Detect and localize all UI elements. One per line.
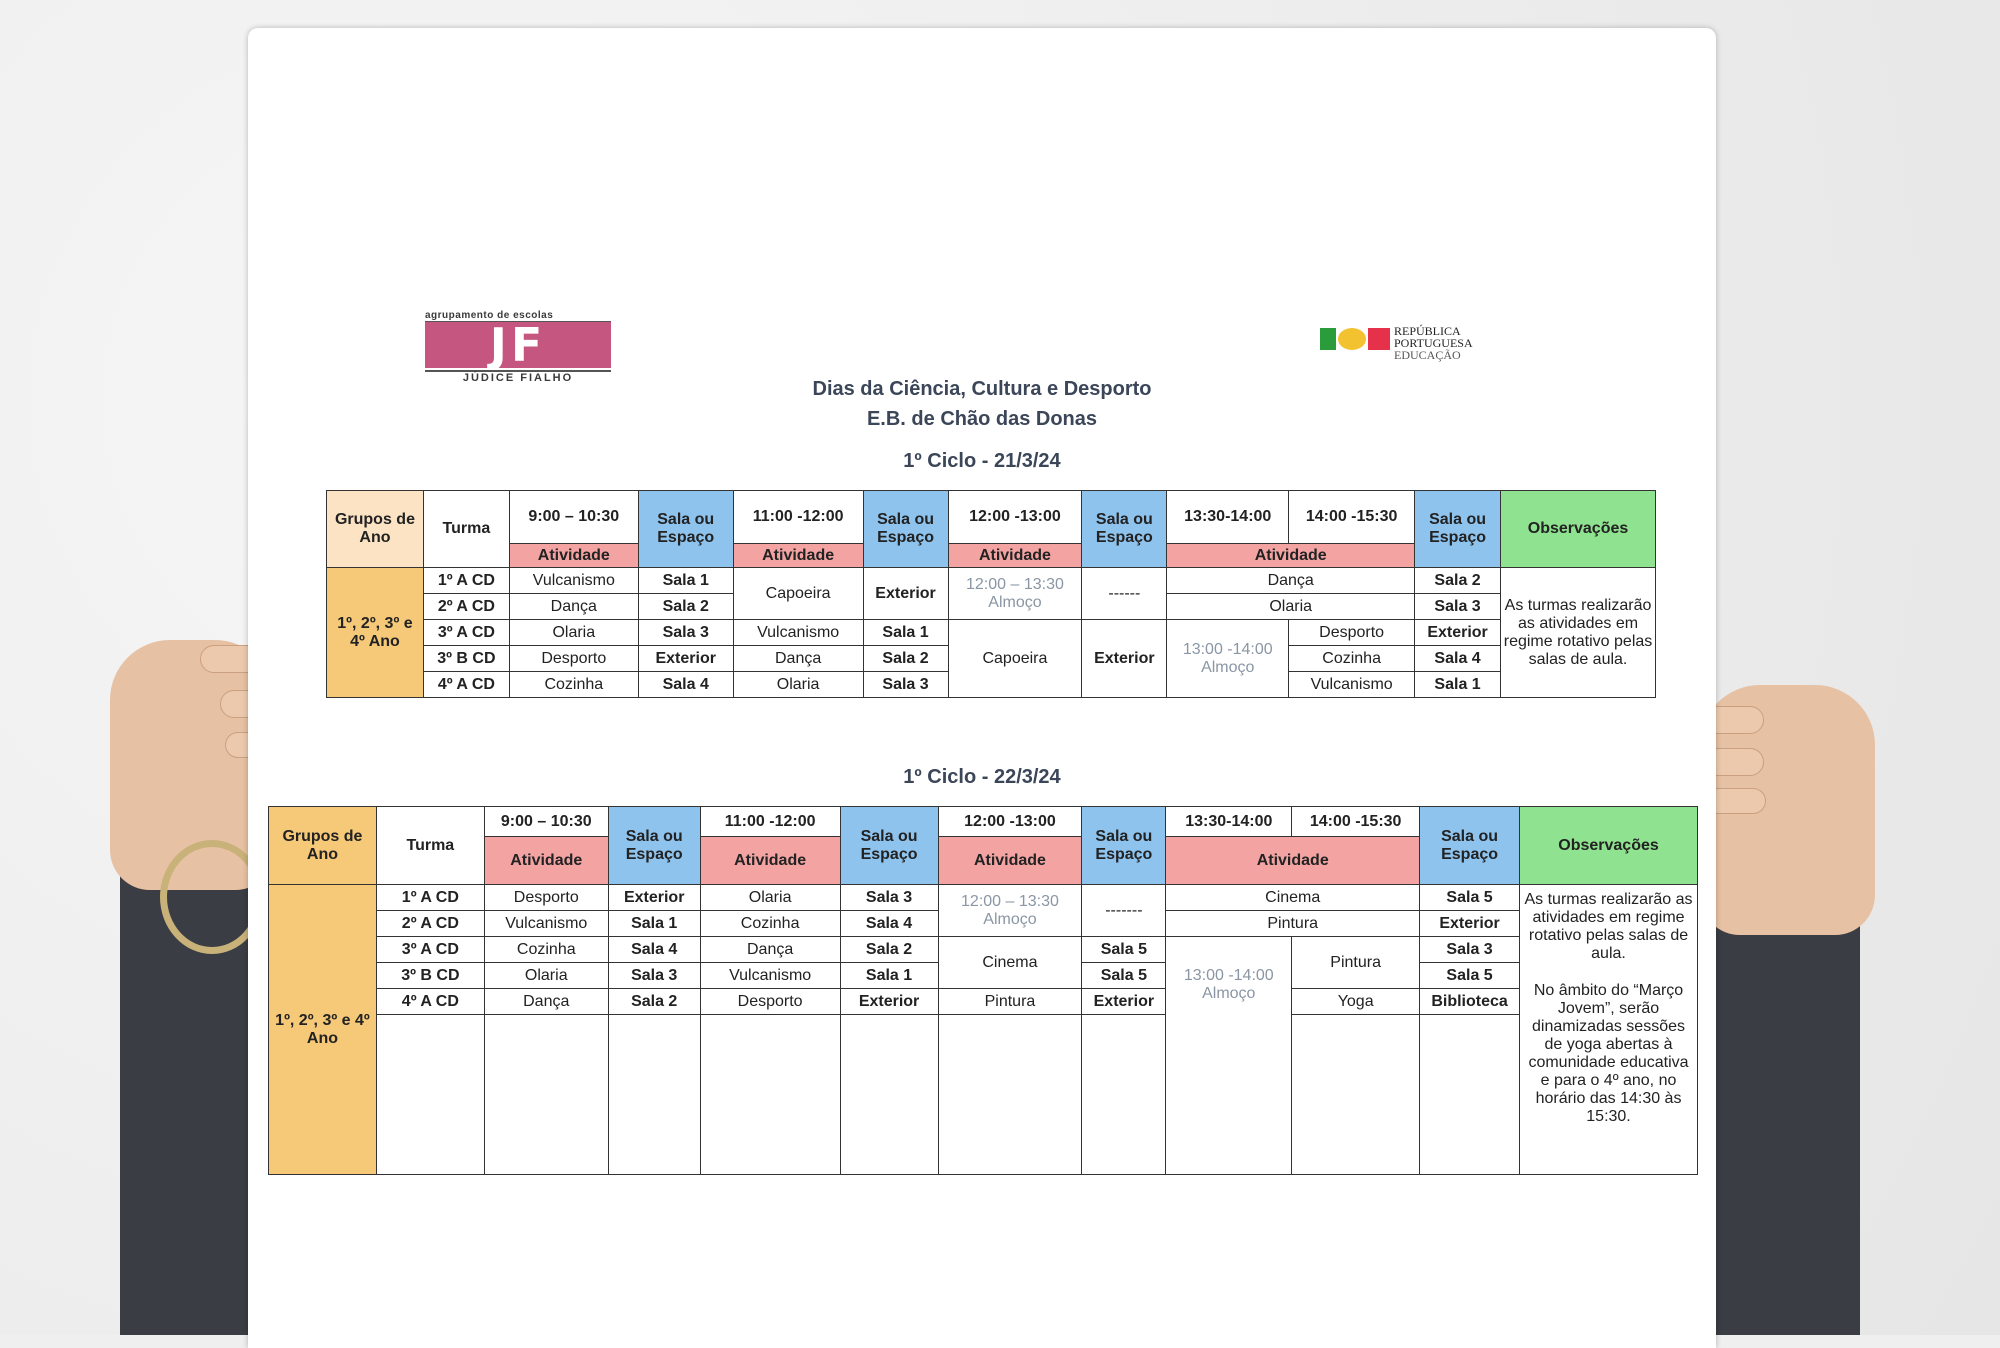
grupo-value: 1º, 2º, 3º e 4º Ano — [327, 568, 424, 698]
lunch-label: Almoço — [1202, 985, 1256, 1002]
activity-cell: Vulcanismo — [700, 963, 840, 989]
sala-cell: Sala 3 — [840, 885, 938, 911]
header-sala-3: Sala ou Espaço — [1082, 491, 1167, 568]
activity-cell: Cinema — [938, 937, 1082, 989]
header-time-3: 12:00 -13:00 — [938, 807, 1082, 837]
sala-cell: Sala 2 — [638, 594, 733, 620]
header-atividade-4: Atividade — [1166, 837, 1420, 885]
activity-cell: Olaria — [700, 885, 840, 911]
sala-cell: Sala 1 — [840, 963, 938, 989]
activity-cell: Dança — [700, 937, 840, 963]
empty-cell — [1292, 1015, 1420, 1175]
schedule-table-day2 — [268, 806, 1698, 1175]
doc-title-line1: Dias da Ciência, Cultura e Desporto — [812, 378, 1152, 400]
lunch-cell — [1166, 937, 1292, 1175]
empty-cell — [700, 1015, 840, 1175]
republic-line1: REPÚBLICA — [1394, 324, 1461, 338]
activity-cell: Yoga — [1292, 989, 1420, 1015]
turma-cell: 4º A CD — [423, 672, 509, 698]
observations-cell: As turmas realizarão as atividades em regime rotativo pelas salas de aula. — [1501, 568, 1656, 698]
header-time-3: 12:00 -13:00 — [948, 491, 1082, 544]
activity-cell: Vulcanismo — [484, 911, 608, 937]
activity-cell: Capoeira — [948, 620, 1082, 698]
header-time-2: 11:00 -12:00 — [733, 491, 863, 544]
header-sala-4: Sala ou Espaço — [1420, 807, 1520, 885]
turma-cell: 2º A CD — [376, 911, 484, 937]
sala-cell: Exterior — [840, 989, 938, 1015]
sala-cell: Sala 2 — [1415, 568, 1501, 594]
activity-cell: Dança — [509, 594, 638, 620]
lunch-cell — [1167, 620, 1289, 698]
turma-cell: 4º A CD — [376, 989, 484, 1015]
activity-cell: Desporto — [700, 989, 840, 1015]
activity-cell: Dança — [1167, 568, 1415, 594]
flag-yellow-icon — [1338, 328, 1366, 350]
sala-cell: Exterior — [1415, 620, 1501, 646]
sala-cell: Sala 3 — [608, 963, 700, 989]
doc-title-line2: E.B. de Chão das Donas — [866, 408, 1098, 430]
lunch-label: Almoço — [988, 593, 1042, 611]
lunch-time: 13:00 -14:00 — [1182, 640, 1273, 658]
activity-cell: Pintura — [1166, 911, 1420, 937]
activity-cell: Pintura — [938, 989, 1082, 1015]
header-atividade-2: Atividade — [700, 837, 840, 885]
logo-top-text: agrupamento de escolas — [425, 310, 611, 323]
activity-cell: Olaria — [1167, 594, 1415, 620]
sala-cell: Exterior — [608, 885, 700, 911]
sala-cell: Sala 5 — [1082, 963, 1166, 989]
sala-cell: Sala 1 — [863, 620, 948, 646]
sala-cell: Biblioteca — [1420, 989, 1520, 1015]
activity-cell: Desporto — [484, 885, 608, 911]
empty-cell — [1420, 1015, 1520, 1175]
header-grupos: Grupos de Ano — [327, 491, 424, 568]
sala-cell: Sala 1 — [608, 911, 700, 937]
lunch-sala-cell: ------- — [1082, 885, 1166, 937]
sala-cell: Exterior — [1082, 620, 1167, 698]
header-turma: Turma — [423, 491, 509, 568]
sala-cell: Sala 5 — [1420, 963, 1520, 989]
header-turma: Turma — [376, 807, 484, 885]
empty-cell — [484, 1015, 608, 1175]
lunch-cell — [938, 885, 1082, 937]
activity-cell: Olaria — [509, 620, 638, 646]
header-sala-2: Sala ou Espaço — [840, 807, 938, 885]
header-grupos: Grupos de Ano — [269, 807, 377, 885]
school-logo — [425, 310, 611, 382]
sala-cell: Sala 3 — [1420, 937, 1520, 963]
schedule-table-day1 — [326, 490, 1656, 698]
activity-cell: Cozinha — [1289, 646, 1415, 672]
turma-cell: 3º B CD — [423, 646, 509, 672]
empty-cell — [1082, 1015, 1166, 1175]
sala-cell: Exterior — [1420, 911, 1520, 937]
sala-cell: Exterior — [638, 646, 733, 672]
sala-cell: Sala 1 — [1415, 672, 1501, 698]
activity-cell: Cozinha — [484, 937, 608, 963]
turma-cell: 3º A CD — [376, 937, 484, 963]
turma-cell: 2º A CD — [423, 594, 509, 620]
logo-mark: JF — [425, 322, 611, 368]
activity-cell: Pintura — [1292, 937, 1420, 989]
republic-logo — [1320, 322, 1500, 362]
sala-cell: Sala 4 — [1415, 646, 1501, 672]
activity-cell: Vulcanismo — [1289, 672, 1415, 698]
sala-cell: Sala 4 — [840, 911, 938, 937]
lunch-cell — [948, 568, 1082, 620]
header-obs: Observações — [1520, 807, 1698, 885]
turma-cell: 3º A CD — [423, 620, 509, 646]
lunch-label: Almoço — [983, 910, 1037, 928]
activity-cell: Desporto — [509, 646, 638, 672]
activity-cell: Olaria — [484, 963, 608, 989]
sala-cell: Sala 5 — [1082, 937, 1166, 963]
empty-cell — [376, 1015, 484, 1175]
day2-heading: 1º Ciclo - 22/3/24 — [903, 766, 1061, 788]
grupo-value: 1º, 2º, 3º e 4º Ano — [269, 885, 377, 1175]
header-sala-2: Sala ou Espaço — [863, 491, 948, 568]
lunch-time: 12:00 – 13:30 — [966, 575, 1064, 593]
obs-paragraph-2: No âmbito do “Março Jovem”, serão dinamizadas sessões de yoga abertas à comunidade educativa e para o 4º ano, no horário das 14:30 às 15:30. — [1528, 982, 1689, 1125]
empty-cell — [840, 1015, 938, 1175]
header-sala-1: Sala ou Espaço — [638, 491, 733, 568]
header-sala-1: Sala ou Espaço — [608, 807, 700, 885]
sala-cell: Sala 5 — [1420, 885, 1520, 911]
header-time-1: 9:00 – 10:30 — [484, 807, 608, 837]
header-atividade-1: Atividade — [484, 837, 608, 885]
sala-cell: Sala 2 — [608, 989, 700, 1015]
activity-cell: Cinema — [1166, 885, 1420, 911]
lunch-label: Almoço — [1201, 658, 1255, 676]
day1-heading: 1º Ciclo - 21/3/24 — [903, 450, 1061, 472]
header-atividade-1: Atividade — [509, 544, 638, 568]
sala-cell: Exterior — [1082, 989, 1166, 1015]
republic-line3: EDUCAÇÃO — [1394, 348, 1461, 362]
header-time-4: 13:30-14:00 — [1167, 491, 1289, 544]
lunch-time: 12:00 – 13:30 — [961, 892, 1059, 910]
activity-cell: Desporto — [1289, 620, 1415, 646]
sala-cell: Sala 3 — [1415, 594, 1501, 620]
lunch-time: 13:00 -14:00 — [1183, 967, 1274, 984]
turma-cell: 1º A CD — [376, 885, 484, 911]
turma-cell: 1º A CD — [423, 568, 509, 594]
sala-cell: Exterior — [863, 568, 948, 620]
sala-cell: Sala 3 — [638, 620, 733, 646]
activity-cell: Dança — [733, 646, 863, 672]
activity-cell: Cozinha — [700, 911, 840, 937]
activity-cell: Vulcanismo — [509, 568, 638, 594]
sala-cell: Sala 1 — [638, 568, 733, 594]
sala-cell: Sala 2 — [863, 646, 948, 672]
header-time-1: 9:00 – 10:30 — [509, 491, 638, 544]
sala-cell: Sala 4 — [608, 937, 700, 963]
header-atividade-4: Atividade — [1167, 544, 1415, 568]
activity-cell: Dança — [484, 989, 608, 1015]
republic-line2: PORTUGUESA — [1394, 336, 1473, 350]
header-atividade-3: Atividade — [938, 837, 1082, 885]
empty-cell — [608, 1015, 700, 1175]
sala-cell: Sala 3 — [863, 672, 948, 698]
empty-cell — [938, 1015, 1082, 1175]
turma-cell: 3º B CD — [376, 963, 484, 989]
header-time-5: 14:00 -15:30 — [1289, 491, 1415, 544]
lunch-sala-cell: ------ — [1082, 568, 1167, 620]
header-time-5: 14:00 -15:30 — [1292, 807, 1420, 837]
republic-logo-text — [1394, 325, 1473, 361]
header-atividade-3: Atividade — [948, 544, 1082, 568]
header-time-4: 13:30-14:00 — [1166, 807, 1292, 837]
activity-cell: Cozinha — [509, 672, 638, 698]
header-sala-3: Sala ou Espaço — [1082, 807, 1166, 885]
activity-cell: Vulcanismo — [733, 620, 863, 646]
flag-red-icon — [1368, 328, 1390, 350]
flag-green-icon — [1320, 328, 1336, 350]
header-sala-4: Sala ou Espaço — [1415, 491, 1501, 568]
sala-cell: Sala 4 — [638, 672, 733, 698]
header-atividade-2: Atividade — [733, 544, 863, 568]
activity-cell: Olaria — [733, 672, 863, 698]
header-obs: Observações — [1501, 491, 1656, 568]
logo-bottom-text: JÚDICE FIALHO — [425, 370, 611, 384]
activity-cell: Capoeira — [733, 568, 863, 620]
observations-cell — [1520, 885, 1698, 1175]
sala-cell: Sala 2 — [840, 937, 938, 963]
obs-paragraph-1: As turmas realizarão as atividades em regime rotativo pelas salas de aula. — [1524, 891, 1693, 962]
header-time-2: 11:00 -12:00 — [700, 807, 840, 837]
